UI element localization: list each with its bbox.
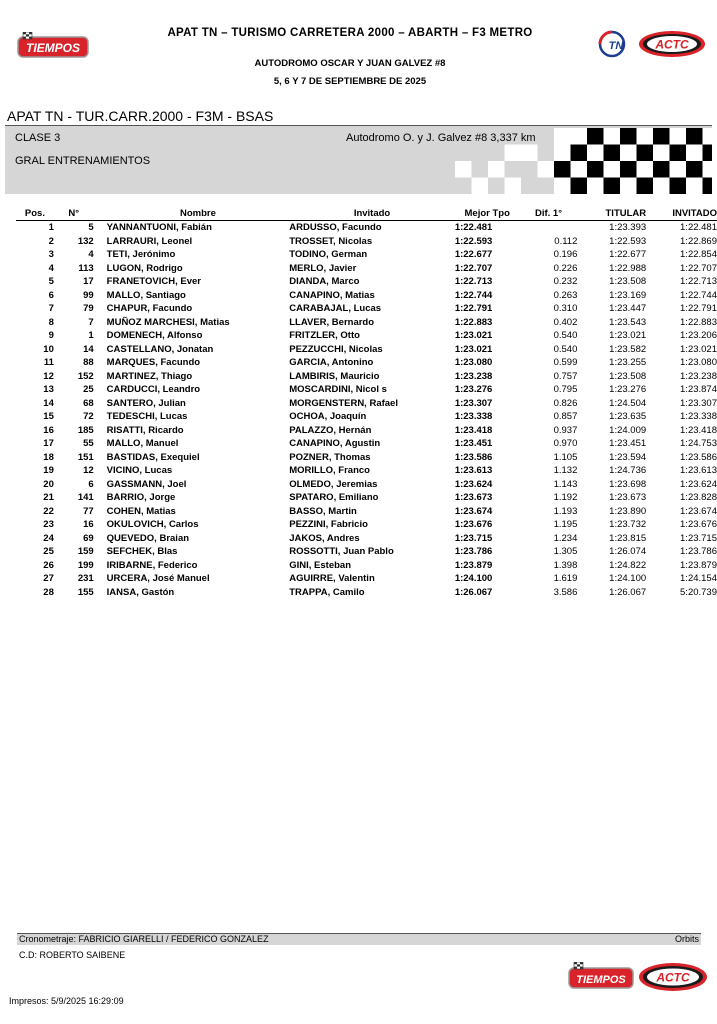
cell-no: 68	[83, 397, 94, 409]
cell-mejor: 1:23.307	[454, 397, 493, 409]
cell-invitado-t: 1:23.786	[680, 546, 717, 557]
cell-no: 7	[88, 316, 94, 328]
cell-invitado-t: 1:23.307	[680, 397, 717, 409]
cell-mejor: 1:23.673	[454, 492, 493, 503]
table-row	[16, 262, 717, 276]
cell-titular: 1:23.393	[609, 222, 647, 233]
cell-mejor: 1:23.021	[454, 330, 493, 341]
cell-invitado: JAKOS, Andres	[289, 532, 360, 544]
cell-invitado: MOSCARDINI, Nicol s	[289, 384, 387, 395]
cell-invitado: FRITZLER, Otto	[289, 330, 360, 341]
cell-invitado: OCHOA, Joaquín	[289, 411, 367, 422]
cell-no: 17	[83, 276, 94, 287]
cell-pos: 9	[48, 330, 54, 341]
table-row	[16, 289, 717, 303]
cell-dif: 3.586	[553, 586, 578, 598]
cell-dif: 1.143	[553, 478, 578, 490]
cell-mejor: 1:22.713	[454, 276, 493, 287]
table-row	[16, 370, 717, 384]
cell-invitado: SPATARO, Emiliano	[289, 492, 379, 503]
orbits-credit: Orbits	[674, 934, 699, 944]
cell-pos: 24	[43, 532, 54, 544]
venue-title: AUTODROMO OSCAR Y JUAN GALVEZ #8	[254, 58, 446, 69]
cell-no: 132	[77, 235, 94, 247]
cell-mejor: 1:22.707	[454, 262, 493, 274]
col-mejor: Mejor Tpo	[455, 207, 520, 221]
cell-pos: 18	[43, 451, 54, 463]
event-dates: 5, 6 Y 7 DE SEPTIEMBRE DE 2025	[273, 76, 427, 87]
timing-credit: Cronometraje: FABRICIO GIARELLI / FEDERICO GONZALEZ	[19, 934, 269, 944]
svg-text:TIEMPOS: TIEMPOS	[25, 41, 81, 55]
tiempos-logo	[17, 32, 89, 58]
tn-logo	[594, 30, 636, 58]
table-row	[16, 221, 717, 235]
cell-invitado: MORGENSTERN, Rafael	[289, 397, 398, 409]
cell-invitado-t: 1:23.586	[680, 451, 717, 463]
cell-no: 1	[88, 330, 94, 341]
cell-pos: 10	[43, 343, 54, 355]
cell-pos: 1	[48, 222, 54, 233]
tiempos-logo-footer	[568, 962, 634, 989]
cell-titular: 1:23.732	[609, 519, 647, 530]
cell-invitado: CANAPINO, Agustin	[289, 438, 381, 449]
table-header-row	[16, 207, 717, 221]
cell-mejor: 1:23.676	[454, 519, 493, 530]
footer-bar	[17, 933, 701, 945]
cell-invitado-t: 1:23.879	[680, 559, 717, 571]
svg-text:ACTC: ACTC	[656, 970, 690, 985]
cell-mejor: 1:22.744	[454, 289, 493, 301]
cell-mejor: 1:26.067	[454, 586, 493, 598]
cell-invitado-t: 1:23.828	[680, 492, 717, 503]
cell-pos: 8	[48, 316, 54, 328]
cell-invitado: BASSO, Martin	[289, 505, 357, 517]
cell-invitado: PEZZINI, Fabricio	[289, 519, 368, 530]
cell-mejor: 1:24.100	[454, 573, 493, 584]
cell-nombre: BASTIDAS, Exequiel	[106, 451, 200, 463]
cell-invitado-t: 1:22.883	[680, 316, 717, 328]
table-row	[16, 275, 717, 289]
cell-dif: 0.263	[553, 289, 578, 301]
cell-pos: 6	[48, 289, 54, 301]
table-row	[16, 505, 717, 519]
cell-invitado-t: 1:23.238	[680, 370, 717, 382]
cell-titular: 1:22.677	[609, 249, 647, 260]
cell-dif: 0.310	[553, 303, 578, 314]
cell-titular: 1:23.673	[609, 492, 647, 503]
cell-no: 113	[78, 262, 94, 274]
table-row	[16, 316, 717, 330]
cell-invitado-t: 1:23.206	[680, 330, 717, 341]
table-row	[16, 424, 717, 438]
table-row	[16, 518, 717, 532]
cell-titular: 1:23.815	[609, 532, 647, 544]
table-row	[16, 248, 717, 262]
cell-mejor: 1:23.624	[454, 478, 493, 490]
table-row	[16, 302, 717, 316]
cell-mejor: 1:22.883	[454, 316, 493, 328]
cell-invitado: PALAZZO, Hernán	[289, 424, 372, 436]
cell-no: 88	[83, 357, 94, 368]
cell-pos: 4	[48, 262, 54, 274]
table-row	[16, 410, 717, 424]
cell-invitado: CANAPINO, Matias	[289, 289, 375, 301]
cell-no: 199	[77, 559, 94, 571]
cell-dif: 0.795	[553, 384, 578, 395]
cell-nombre: GASSMANN, Joel	[106, 478, 187, 490]
cell-titular: 1:23.635	[609, 411, 647, 422]
cell-nombre: FRANETOVICH, Ever	[106, 276, 201, 287]
cell-pos: 17	[43, 438, 54, 449]
cell-invitado-t: 1:22.744	[680, 289, 717, 301]
event-title: APAT TN – TURISMO CARRETERA 2000 – ABARTH – F3 METRO	[167, 27, 533, 39]
cell-pos: 3	[48, 249, 54, 260]
cell-mejor: 1:22.677	[454, 249, 493, 260]
cell-mejor: 1:22.481	[454, 222, 493, 233]
cell-titular: 1:24.736	[609, 465, 647, 476]
checkered-flag-graphic	[455, 128, 712, 194]
cell-nombre: MARQUES, Facundo	[106, 357, 201, 368]
cell-invitado: CARABAJAL, Lucas	[289, 303, 382, 314]
cell-dif: 1.192	[553, 492, 578, 503]
cell-no: 12	[83, 465, 94, 476]
cell-invitado-t: 5:20.739	[680, 586, 717, 598]
cell-nombre: COHEN, Matias	[106, 505, 176, 517]
cell-invitado: LLAVER, Bernardo	[289, 316, 375, 328]
col-invitado-time: INVITADO	[646, 207, 717, 221]
cell-titular: 1:24.504	[609, 397, 647, 409]
cell-titular: 1:26.074	[609, 546, 647, 557]
table-row	[16, 235, 717, 249]
cell-invitado: ARDUSSO, Facundo	[289, 222, 382, 233]
cell-no: 69	[83, 532, 94, 544]
col-invitado: Invitado	[289, 207, 455, 221]
table-row	[16, 356, 717, 370]
cell-invitado-t: 1:23.418	[680, 424, 717, 436]
cell-titular: 1:26.067	[609, 586, 647, 598]
cell-mejor: 1:22.593	[454, 235, 493, 247]
cell-dif: 1.305	[553, 546, 578, 557]
cell-mejor: 1:23.338	[454, 411, 493, 422]
cell-titular: 1:24.822	[609, 559, 647, 571]
cell-pos: 25	[43, 546, 54, 557]
cell-mejor: 1:23.021	[454, 343, 493, 355]
cell-invitado: GINI, Esteban	[289, 559, 351, 571]
cell-mejor: 1:23.786	[454, 546, 493, 557]
cell-titular: 1:24.009	[609, 424, 647, 436]
cell-no: 185	[77, 424, 94, 436]
cell-dif: 1.234	[553, 532, 578, 544]
cell-no: 55	[83, 438, 94, 449]
cell-no: 4	[88, 249, 94, 260]
cell-pos: 26	[43, 559, 54, 571]
cell-nombre: MARTINEZ, Thiago	[106, 370, 193, 382]
table-row	[16, 343, 717, 357]
cell-dif: 0.196	[553, 249, 578, 260]
cell-nombre: IANSA, Gastón	[106, 586, 175, 598]
svg-text:TIEMPOS: TIEMPOS	[576, 974, 626, 986]
cell-no: 151	[77, 451, 94, 463]
cell-titular: 1:23.021	[609, 330, 647, 341]
col-dif: Dif. 1°	[520, 207, 578, 221]
cell-nombre: SANTERO, Julian	[106, 397, 186, 409]
cell-pos: 14	[43, 397, 54, 409]
cell-nombre: RISATTI, Ricardo	[106, 424, 184, 436]
cell-no: 231	[77, 573, 94, 584]
cell-no: 79	[83, 303, 94, 314]
cell-mejor: 1:23.674	[454, 505, 493, 517]
cell-no: 77	[83, 505, 94, 517]
cell-mejor: 1:22.791	[454, 303, 493, 314]
cell-mejor: 1:23.879	[454, 559, 493, 571]
cell-invitado-t: 1:23.338	[680, 411, 717, 422]
cell-dif: 0.112	[554, 235, 578, 247]
cell-invitado-t: 1:23.715	[680, 532, 717, 544]
cell-no: 6	[88, 478, 94, 490]
cell-invitado-t: 1:23.080	[680, 357, 717, 368]
svg-text:TN: TN	[608, 40, 624, 52]
cell-nombre: MALLO, Manuel	[106, 438, 179, 449]
cell-invitado: POZNER, Thomas	[289, 451, 371, 463]
cell-mejor: 1:23.080	[454, 357, 493, 368]
cell-nombre: MALLO, Santiago	[106, 289, 186, 301]
cell-no: 14	[83, 343, 94, 355]
table-row	[16, 383, 717, 397]
cell-nombre: LUGON, Rodrigo	[106, 262, 183, 274]
cell-invitado: OLMEDO, Jeremias	[289, 478, 378, 490]
cell-nombre: MUÑOZ MARCHESI, Matias	[106, 316, 230, 328]
category-title-text: APAT TN - TUR.CARR.2000 - F3M - BSAS	[7, 108, 274, 124]
cell-dif: 0.757	[553, 370, 578, 382]
actc-logo	[638, 30, 706, 58]
cell-titular: 1:23.169	[609, 289, 647, 301]
cell-titular: 1:23.447	[609, 303, 647, 314]
cell-invitado-t: 1:23.674	[680, 505, 717, 517]
cell-no: 72	[83, 411, 94, 422]
cell-pos: 16	[43, 424, 54, 436]
svg-text:ACTC: ACTC	[655, 37, 689, 52]
cell-no: 155	[77, 586, 94, 598]
table-row	[16, 464, 717, 478]
cell-invitado: MERLO, Javier	[289, 262, 357, 274]
cell-dif: 1.105	[553, 451, 578, 463]
cell-titular: 1:23.582	[609, 343, 647, 355]
cell-titular: 1:23.508	[609, 276, 647, 287]
cell-dif: 1.195	[553, 519, 578, 530]
cell-titular: 1:23.698	[609, 478, 647, 490]
cell-pos: 20	[43, 478, 54, 490]
table-row	[16, 437, 717, 451]
cell-nombre: OKULOVICH, Carlos	[106, 519, 199, 530]
cell-no: 152	[77, 370, 94, 382]
table-row	[16, 586, 717, 600]
cell-invitado: MORILLO, Franco	[289, 465, 370, 476]
cell-nombre: CASTELLANO, Jonatan	[106, 343, 214, 355]
race-director: C.D: ROBERTO SAIBENE	[19, 950, 126, 960]
cell-pos: 28	[43, 586, 54, 598]
actc-logo-footer	[638, 962, 708, 992]
col-pos: Pos.	[16, 207, 54, 221]
cell-pos: 7	[48, 303, 54, 314]
table-row	[16, 559, 717, 573]
cell-invitado-t: 1:23.613	[680, 465, 717, 476]
cell-invitado-t: 1:24.154	[680, 573, 717, 584]
cell-dif: 0.857	[553, 411, 578, 422]
cell-pos: 13	[43, 384, 54, 395]
col-titular: TITULAR	[577, 207, 646, 221]
cell-dif: 1.193	[553, 505, 578, 517]
cell-invitado: DIANDA, Marco	[289, 276, 360, 287]
cell-invitado: AGUIRRE, Valentin	[289, 573, 375, 584]
cell-pos: 23	[43, 519, 54, 530]
cell-nombre: LARRAURI, Leonel	[106, 235, 193, 247]
cell-titular: 1:24.100	[609, 573, 647, 584]
cell-invitado-t: 1:24.753	[680, 438, 717, 449]
cell-dif: 1.398	[553, 559, 578, 571]
cell-dif: 1.619	[553, 573, 578, 584]
table-row	[16, 478, 717, 492]
cell-titular: 1:23.594	[609, 451, 647, 463]
cell-mejor: 1:23.238	[454, 370, 493, 382]
cell-titular: 1:22.593	[609, 235, 647, 247]
cell-dif: 0.226	[553, 262, 578, 274]
cell-mejor: 1:23.276	[454, 384, 493, 395]
cell-titular: 1:23.255	[609, 357, 647, 368]
cell-no: 5	[88, 222, 94, 233]
cell-titular: 1:23.508	[609, 370, 647, 382]
cell-pos: 11	[43, 357, 54, 368]
cell-invitado-t: 1:22.481	[680, 222, 717, 233]
cell-nombre: QUEVEDO, Braian	[106, 532, 190, 544]
cell-nombre: CARDUCCI, Leandro	[106, 384, 201, 395]
cell-titular: 1:23.276	[609, 384, 647, 395]
cell-invitado-t: 1:23.676	[680, 519, 717, 530]
cell-dif: 0.599	[553, 357, 578, 368]
results-table	[16, 207, 717, 599]
cell-dif	[520, 221, 578, 235]
table-row	[16, 532, 717, 546]
cell-invitado: ROSSOTTI, Juan Pablo	[289, 546, 394, 557]
circuit-label: Autodromo O. y J. Galvez #8 3,337 km	[346, 132, 536, 144]
cell-nombre: TEDESCHI, Lucas	[106, 411, 188, 422]
cell-invitado-t: 1:23.021	[680, 343, 717, 355]
table-row	[16, 451, 717, 465]
cell-titular: 1:22.988	[609, 262, 647, 274]
cell-nombre: SEFCHEK, Blas	[106, 546, 178, 557]
cell-pos: 5	[48, 276, 54, 287]
cell-nombre: YANNANTUONI, Fabián	[106, 222, 212, 233]
table-row	[16, 545, 717, 559]
category-title	[5, 106, 712, 126]
cell-invitado: TROSSET, Nicolas	[289, 235, 373, 247]
cell-titular: 1:23.543	[609, 316, 647, 328]
table-row	[16, 491, 717, 505]
cell-dif: 0.970	[553, 438, 578, 449]
cell-invitado-t: 1:23.624	[680, 478, 717, 490]
cell-titular: 1:23.890	[609, 505, 647, 517]
table-row	[16, 397, 717, 411]
cell-pos: 19	[43, 465, 54, 476]
cell-mejor: 1:23.613	[454, 465, 493, 476]
cell-titular: 1:23.451	[609, 438, 647, 449]
cell-no: 16	[83, 519, 94, 530]
cell-nombre: IRIBARNE, Federico	[106, 559, 198, 571]
cell-dif: 0.937	[553, 424, 578, 436]
cell-nombre: DOMENECH, Alfonso	[106, 330, 203, 341]
cell-invitado-t: 1:22.869	[680, 235, 717, 247]
cell-invitado-t: 1:22.713	[680, 276, 717, 287]
table-row	[16, 329, 717, 343]
cell-invitado: TRAPPA, Camilo	[289, 586, 365, 598]
cell-invitado: PEZZUCCHI, Nicolas	[289, 343, 383, 355]
cell-invitado: GARCIA, Antonino	[289, 357, 374, 368]
cell-nombre: VICINO, Lucas	[106, 465, 173, 476]
col-nombre: Nombre	[94, 207, 290, 221]
cell-pos: 15	[43, 411, 54, 422]
cell-nombre: CHAPUR, Facundo	[106, 303, 193, 314]
cell-dif: 0.402	[553, 316, 578, 328]
cell-mejor: 1:23.715	[454, 532, 493, 544]
table-row	[16, 572, 717, 586]
cell-dif: 0.232	[553, 276, 578, 287]
col-no: N°	[54, 207, 94, 221]
cell-nombre: TETI, Jerónimo	[106, 249, 176, 260]
cell-pos: 27	[43, 573, 54, 584]
cell-nombre: BARRIO, Jorge	[106, 492, 176, 503]
cell-no: 99	[83, 289, 94, 301]
cell-invitado: LAMBIRIS, Mauricio	[289, 370, 380, 382]
cell-invitado-t: 1:22.791	[680, 303, 717, 314]
cell-nombre: URCERA, José Manuel	[106, 573, 210, 584]
cell-mejor: 1:23.586	[454, 451, 493, 463]
class-label: CLASE 3	[15, 132, 61, 144]
cell-dif: 0.540	[553, 343, 578, 355]
cell-mejor: 1:23.451	[454, 438, 493, 449]
print-timestamp: Impresos: 5/9/2025 16:29:09	[9, 996, 124, 1006]
results-body	[16, 221, 717, 600]
cell-dif: 1.132	[553, 465, 578, 476]
cell-mejor: 1:23.418	[454, 424, 493, 436]
cell-invitado-t: 1:22.707	[680, 262, 717, 274]
cell-invitado: TODINO, German	[289, 249, 368, 260]
cell-no: 141	[77, 492, 94, 503]
cell-dif: 0.540	[553, 330, 578, 341]
cell-invitado-t: 1:22.854	[680, 249, 717, 260]
cell-pos: 21	[43, 492, 54, 503]
cell-pos: 2	[48, 235, 54, 247]
session-label: GRAL ENTRENAMIENTOS	[15, 155, 151, 167]
cell-pos: 22	[43, 505, 54, 517]
cell-invitado-t: 1:23.874	[680, 384, 717, 395]
cell-dif: 0.826	[553, 397, 578, 409]
cell-no: 25	[83, 384, 94, 395]
cell-no: 159	[77, 546, 94, 557]
cell-pos: 12	[43, 370, 54, 382]
